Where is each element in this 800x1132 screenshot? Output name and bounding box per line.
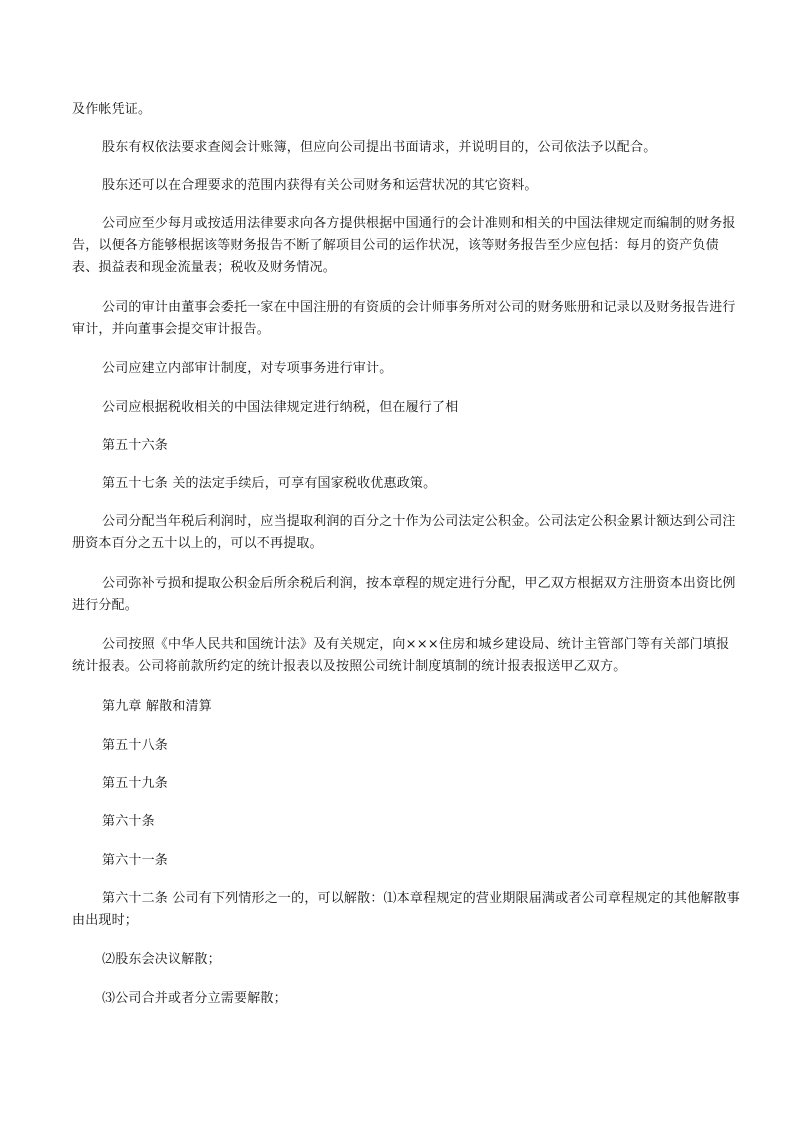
paragraph-financial-report: 公司应至少每月或按适用法律要求向各方提供根据中国通行的会计准则和相关的中国法律规定而编制的财务报告，以便各方能够根据该等财务报告不断了解项目公司的运作状况，该等财务报告至少应包括：每月的资产负债表、损益表和现金流量表；税收及财务情况。 (72, 216, 736, 275)
paragraph-shareholder-info: 股东还可以在合理要求的范围内获得有关公司财务和运营状况的其它资料。 (102, 178, 538, 193)
paragraph-internal-audit: 公司应建立内部审计制度，对专项事务进行审计。 (102, 361, 393, 376)
dissolution-item-2: ⑵股东会决议解散； (102, 952, 221, 967)
article-60-heading: 第六十条 (102, 814, 155, 829)
chapter-9-heading: 第九章 解散和清算 (102, 699, 212, 714)
article-57: 第五十七条 关的法定手续后，可享有国家税收优惠政策。 (102, 476, 437, 491)
paragraph-continuation: 及作帐凭证。 (72, 102, 152, 117)
article-59-heading: 第五十九条 (102, 776, 169, 791)
dissolution-item-3: ⑶公司合并或者分立需要解散； (102, 991, 287, 1006)
paragraph-audit: 公司的审计由董事会委托一家在中国注册的有资质的会计师事务所对公司的财务账册和记录以及财务报告进行审计，并向董事会提交审计报告。 (72, 300, 736, 337)
article-61-heading: 第六十一条 (102, 853, 169, 868)
paragraph-profit-distribution: 公司分配当年税后利润时，应当提取利润的百分之十作为公司法定公积金。公司法定公积金累计额达到公司注册资本百分之五十以上的，可以不再提取。 (72, 514, 736, 551)
paragraph-statistics: 公司按照《中华人民共和国统计法》及有关规定，向×××住房和城乡建设局、统计主管部门等有关部门填报统计报表。公司将前款所约定的统计报表以及按照公司统计制度填制的统计报表报送甲乙双方。 (72, 637, 730, 674)
article-56-heading: 第五十六条 (102, 438, 169, 453)
article-58-heading: 第五十八条 (102, 738, 169, 753)
article-62: 第六十二条 公司有下列情形之一的，可以解散：⑴本章程规定的营业期限届满或者公司章程规定的其他解散事由出现时； (72, 891, 740, 928)
paragraph-remaining-profit: 公司弥补亏损和提取公积金后所余税后利润，按本章程的规定进行分配，甲乙双方根据双方注册资本出资比例进行分配。 (72, 576, 736, 613)
paragraph-shareholder-access: 股东有权依法要求查阅会计账簿，但应向公司提出书面请求，并说明目的，公司依法予以配合。 (102, 140, 657, 155)
paragraph-tax: 公司应根据税收相关的中国法律规定进行纳税，但在履行了相 (102, 400, 459, 415)
